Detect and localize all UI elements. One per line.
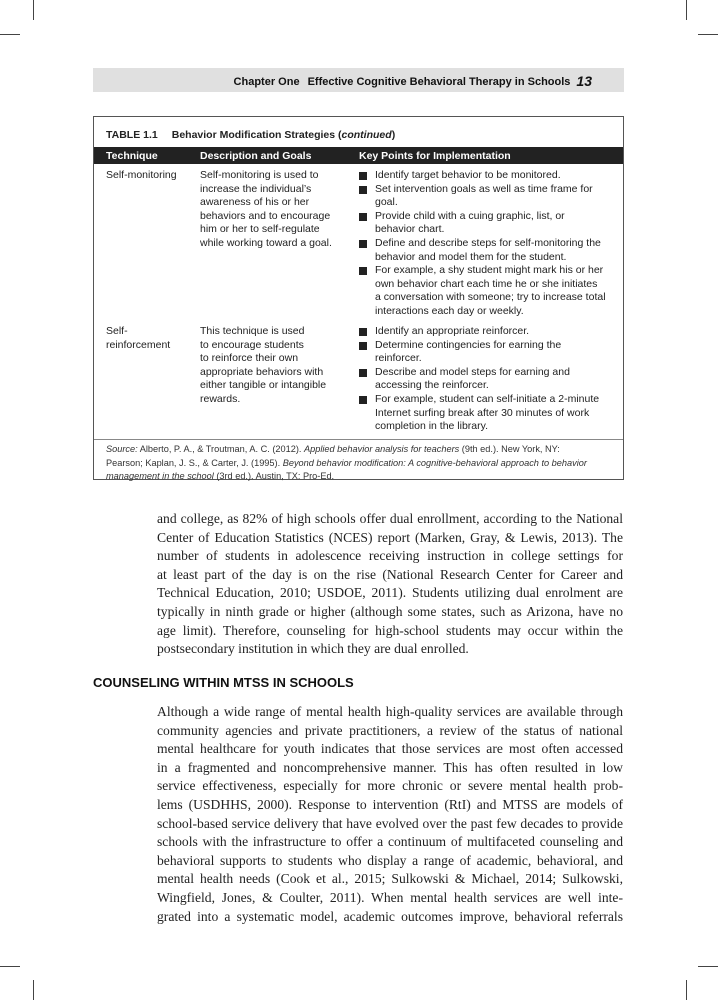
crop-mark-top-right-v bbox=[686, 0, 687, 20]
text-line: either tangible or intangible bbox=[200, 379, 327, 392]
text-line: This technique is used bbox=[200, 325, 305, 337]
text-run: Applied behavior analysis for teachers bbox=[303, 444, 460, 454]
text-line: awareness of his or her bbox=[200, 196, 310, 209]
text-line: Self- bbox=[106, 325, 128, 337]
text-line: Identify an appropriate reinforcer. bbox=[375, 325, 530, 337]
running-header bbox=[93, 68, 624, 92]
row-1-description bbox=[200, 169, 350, 251]
text-line: Internet surfing break after 30 minutes of work bbox=[375, 406, 590, 419]
text-line: behavior chart. bbox=[375, 223, 445, 236]
text-run: Beyond behavior modification: A cognitive-behavioral approach to behavior bbox=[282, 457, 587, 468]
text-line: Identify target behavior to be monitored. bbox=[375, 169, 561, 181]
text-run: (3rd ed.). Austin, TX: Pro-Ed. bbox=[213, 471, 335, 482]
text-line: lems (USDHHS, 2000). Response to intervention (RtI) and MTSS are models of bbox=[157, 796, 623, 812]
text-line: behavior and model them for the student. bbox=[375, 250, 567, 263]
bullet-square-icon bbox=[359, 328, 367, 336]
bullet-item bbox=[359, 366, 617, 393]
text-line: schools with the infrastructure to offer a continuum of multifaceted counseling and bbox=[157, 834, 623, 850]
text-line: Self-monitoring is used to bbox=[200, 169, 319, 181]
text-line: school-based service delivery that have evolved over the past few decades to provide bbox=[157, 815, 623, 831]
section-heading: COUNSELING WITHIN MTSS IN SCHOOLS bbox=[93, 675, 354, 690]
text-line: in a fragmented and noncomprehensive manner. This has often resulted in low bbox=[157, 759, 623, 775]
running-header-text bbox=[234, 72, 592, 88]
body-paragraph-2 bbox=[157, 703, 623, 926]
text-line: Describe and model steps for earning and bbox=[375, 365, 570, 378]
row-2-technique bbox=[106, 325, 170, 352]
text-line: him or her to self-regulate bbox=[200, 223, 320, 236]
bullet-item bbox=[359, 210, 617, 237]
text-line: typically in ninth grade or higher (although some states, such as Arizona, have no bbox=[157, 603, 623, 619]
text-line: to encourage students bbox=[200, 338, 304, 351]
bullet-square-icon bbox=[359, 342, 367, 350]
running-title: Effective Cognitive Behavioral Therapy in Schools bbox=[307, 76, 571, 88]
bullet-square-icon bbox=[359, 186, 367, 194]
bullet-item bbox=[359, 393, 617, 434]
text-line: Define and describe steps for self-monitoring the bbox=[375, 236, 601, 249]
text-run: Alberto, P. A., & Troutman, A. C. (2012). bbox=[137, 444, 304, 454]
text-run: (9th ed.). New York, NY: bbox=[459, 444, 560, 454]
table-header-row bbox=[94, 147, 623, 164]
bullet-square-icon bbox=[359, 172, 367, 180]
table-source bbox=[106, 443, 614, 484]
text-line: mental health needs (Cook et al., 2015; Sulkowski & Michael, 2014; Sulkowski, bbox=[157, 871, 623, 887]
chapter-label: Chapter One bbox=[233, 76, 300, 88]
bullet-item bbox=[359, 264, 617, 318]
text-line: Set intervention goals as well as time frame for bbox=[375, 182, 593, 195]
bullet-item bbox=[359, 169, 617, 183]
text-line: number of students in adolescence receiving instruction in college settings for bbox=[157, 548, 623, 564]
row-2-description bbox=[200, 325, 350, 407]
source-line-2 bbox=[106, 457, 614, 471]
text-line: For example, student can self-initiate a 2-minute bbox=[375, 392, 600, 405]
text-run: management in the school bbox=[106, 471, 214, 482]
bullet-square-icon bbox=[359, 369, 367, 377]
source-line-1 bbox=[106, 443, 614, 457]
bullet-square-icon bbox=[359, 267, 367, 275]
column-header-key-points: Key Points for Implementation bbox=[359, 150, 511, 162]
page-number: 13 bbox=[576, 73, 592, 89]
text-line: service effectiveness, especially for more chronic or severe mental health prob- bbox=[157, 778, 623, 794]
crop-mark-bottom-right bbox=[698, 966, 718, 967]
row-2-key-points bbox=[359, 325, 617, 434]
text-line: completion in the library. bbox=[375, 420, 489, 433]
table-title-text: Behavior Modification Strategies ( bbox=[171, 129, 342, 141]
text-line: goal. bbox=[375, 196, 398, 209]
text-line: Wingfield, Jones, & Coulter, 2011). When mental health services are well inte- bbox=[157, 889, 623, 905]
text-line: and college, as 82% of high schools offer dual enrollment, according to the National bbox=[157, 511, 623, 526]
text-line: a conversation with someone; try to increase total bbox=[375, 291, 606, 304]
table-title-close: ) bbox=[391, 129, 396, 141]
table-title bbox=[106, 129, 395, 141]
text-line: Self-monitoring bbox=[106, 169, 177, 181]
crop-mark-top-right bbox=[698, 34, 718, 35]
bullet-square-icon bbox=[359, 240, 367, 248]
crop-mark-bottom-right-v bbox=[686, 980, 687, 1000]
text-line: rewards. bbox=[200, 392, 241, 405]
text-line: Although a wide range of mental health high-quality services are available through bbox=[157, 704, 623, 719]
crop-mark-top-left bbox=[0, 34, 20, 35]
text-line: Center of Education Statistics (NCES) report (Marken, Gray, & Lewis, 2013). The bbox=[157, 529, 623, 545]
table-label: TABLE 1.1 bbox=[106, 129, 158, 141]
row-1-technique bbox=[106, 169, 177, 183]
crop-mark-top-left-v bbox=[33, 0, 34, 20]
column-header-description: Description and Goals bbox=[200, 150, 312, 162]
text-line: Provide child with a cuing graphic, list, or bbox=[375, 209, 565, 222]
text-line: mental healthcare for youth indicates that those services are most often accessed bbox=[157, 741, 623, 757]
text-line: interactions each day or weekly. bbox=[375, 304, 524, 317]
text-line: appropriate behaviors with bbox=[200, 365, 324, 378]
bullet-square-icon bbox=[359, 396, 367, 404]
text-line: to reinforce their own bbox=[200, 352, 299, 365]
text-line: community agencies and private practitioners, a review of the status of national bbox=[157, 722, 623, 738]
text-line: own behavior chart each time he or she initiates bbox=[375, 277, 598, 290]
table-1-1 bbox=[93, 116, 624, 480]
text-line: accessing the reinforcer. bbox=[375, 379, 489, 392]
text-line: behaviors and to encourage bbox=[200, 209, 331, 222]
row-1-key-points bbox=[359, 169, 617, 319]
text-line: increase the individual’s bbox=[200, 182, 312, 195]
source-divider bbox=[94, 439, 623, 440]
bullet-item bbox=[359, 325, 617, 339]
table-title-italic: continued bbox=[341, 129, 392, 141]
text-line: behavioral supports to students who display a range of academic, behavioral, and bbox=[157, 852, 623, 868]
text-line: while working toward a goal. bbox=[200, 236, 332, 249]
crop-mark-bottom-left-v bbox=[33, 980, 34, 1000]
text-line: grated into a systematic model, academic outcomes improve, behavioral referrals bbox=[157, 908, 623, 924]
bullet-square-icon bbox=[359, 213, 367, 221]
text-line: Determine contingencies for earning the bbox=[375, 338, 562, 351]
source-line-3 bbox=[106, 470, 614, 484]
bullet-item bbox=[359, 339, 617, 366]
text-line: For example, a shy student might mark his or her bbox=[375, 264, 604, 277]
source-label: Source: bbox=[106, 444, 138, 454]
text-line: reinforcement bbox=[106, 338, 171, 351]
text-line: at least part of the day is on the rise (National Research Center for Career and bbox=[157, 566, 623, 582]
text-run: Pearson; Kaplan, J. S., & Carter, J. (1995). bbox=[106, 457, 283, 468]
column-header-technique: Technique bbox=[106, 150, 158, 162]
text-line: reinforcer. bbox=[375, 352, 422, 365]
text-line: age limit). Therefore, counseling for high-school students may occur within the bbox=[157, 622, 623, 638]
body-paragraph-1 bbox=[157, 510, 623, 659]
crop-mark-bottom-left bbox=[0, 966, 20, 967]
bullet-item bbox=[359, 183, 617, 210]
text-line: Technical Education, 2010; USDOE, 2011). Students utilizing dual enrolment are bbox=[157, 585, 623, 601]
bullet-item bbox=[359, 237, 617, 264]
text-line: postsecondary institution in which they are dual enrolled. bbox=[157, 641, 469, 657]
